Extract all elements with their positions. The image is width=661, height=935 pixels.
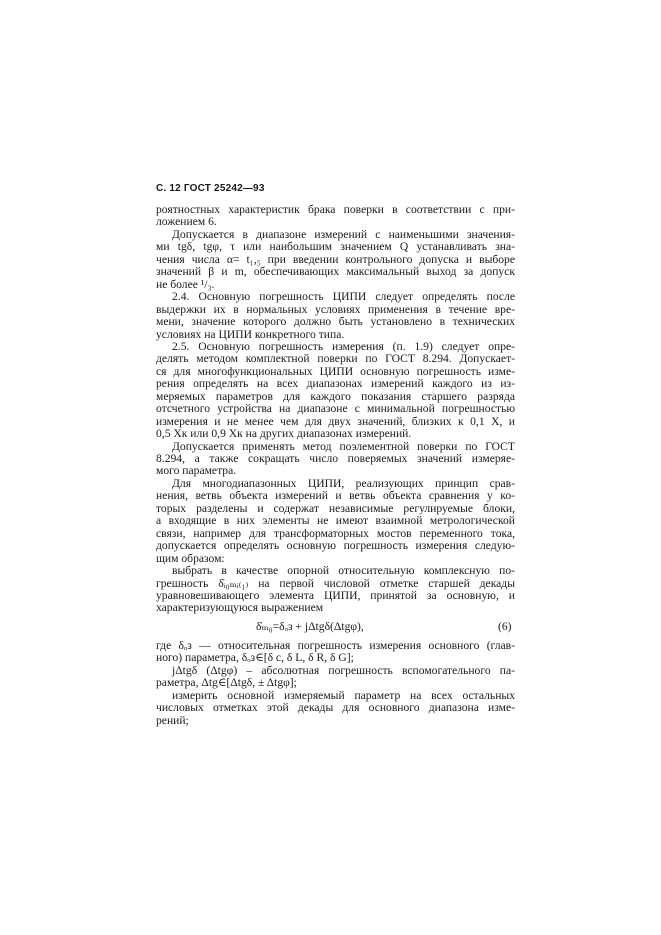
- text-line: измерить основной измеряемый параметр на всех остальных: [172, 688, 515, 702]
- equation-6: δ̇ₘ₀=δₒз + jΔtgδ(Δtgφ),: [256, 619, 364, 633]
- text-line: 0,5 Xк или 0,9 Xк на других диапазонах измерений.: [156, 427, 412, 441]
- text-line: допускается определять основную погрешность измерения следую-: [156, 539, 515, 553]
- text-line: раметра, Δtg∈[Δtgδ, ± Δtgφ];: [156, 676, 297, 690]
- text-line: а входящие в них элементы не имеют взаимной метрологической: [156, 514, 515, 528]
- text-line: условиях на ЦИПИ конкретного типа.: [156, 327, 345, 341]
- text-line: выбрать в качестве опорной относительную комплексную по-: [172, 564, 515, 578]
- text-line: Допускается применять метод поэлементной поверки по ГОСТ: [172, 439, 515, 453]
- text-line: ного) параметра, δₒз∈[δ c, δ L, δ R, δ G];: [156, 651, 354, 665]
- text-line: делять методом комплектной поверки по ГОСТ 8.294. Допускает-: [156, 352, 515, 366]
- text-line: Для многодиапазонных ЦИПИ, реализующих принцип срав-: [172, 476, 515, 490]
- text-line: 8.294, а также сокращать число поверяемых значений измеряе-: [156, 452, 515, 465]
- text-line: где δₒз — относительная погрешность измерения основного (глав-: [156, 638, 515, 652]
- text-line: числовых отметках этой декады для основного диапазона изме-: [156, 701, 515, 715]
- text-line: измерения и не менее чем для двух значений, близких к 0,1 X, и: [156, 414, 515, 428]
- text-line: рения определять на всех диапазонах измерений каждого из из-: [156, 377, 515, 391]
- text-line: торых разделены и содержат независимые регулируемые блоки,: [156, 501, 515, 515]
- text-line: мого параметра.: [156, 464, 237, 478]
- equation-number: (6): [498, 619, 512, 633]
- text-line: не более ¹/₃.: [156, 277, 215, 291]
- text-line: нения, ветвь объекта измерений и ветвь объекта сравнения у ко-: [156, 489, 515, 503]
- text-line: роятностных характеристик брака поверки в соответствии с при-: [156, 203, 515, 216]
- page-header: С. 12 ГОСТ 25242—93: [156, 183, 265, 194]
- text-line: отсчетного устройства на диапазоне с минимальной погрешностью: [156, 402, 515, 416]
- text-line: значений β и m, обеспечивающих максимальный выход за допуск: [156, 265, 515, 279]
- text-line: 2.4. Основную погрешность ЦИПИ следует определять после: [172, 290, 515, 304]
- text-line: Допускается в диапазоне измерений с наименьшими значения-: [172, 227, 515, 241]
- text-line: меряемых параметров для каждого показания старшего разряда: [156, 389, 515, 403]
- text-line: jΔtgδ (Δtgφ) – абсолютная погрешность вспомогательного па-: [172, 663, 515, 677]
- text-line: мени, значение которого должно быть установлено в технических: [156, 315, 515, 329]
- text-line: 2.5. Основную погрешность измерения (п. 1.9) следует опре-: [172, 339, 515, 353]
- text-line: чения числа α= t₁,₅ при введении контрольного допуска и выборе: [156, 252, 515, 266]
- text-line: ми tgδ, tgφ, τ или наибольшим значением Q устанавливать зна-: [156, 240, 515, 254]
- text-line: рений;: [156, 713, 189, 727]
- text-line: уравновешивающего элемента ЦИПИ, принятой за основную, и: [156, 588, 515, 602]
- text-line: грешность δ̇ᵢ₀ₘᵢ₍₁₎ на первой числовой отметке старшей декады: [156, 576, 515, 590]
- text-line: связи, например для трансформаторных мостов переменного тока,: [156, 526, 515, 540]
- text-line: ся для многофункциональных ЦИПИ основную погрешность изме-: [156, 364, 515, 378]
- text-line: характеризующуюся выражением: [156, 601, 324, 615]
- text-line: щим образом:: [156, 551, 225, 565]
- text-line: ложением 6.: [156, 215, 217, 229]
- text-line: выдержки их в нормальных условиях применения в течение вре-: [156, 302, 515, 316]
